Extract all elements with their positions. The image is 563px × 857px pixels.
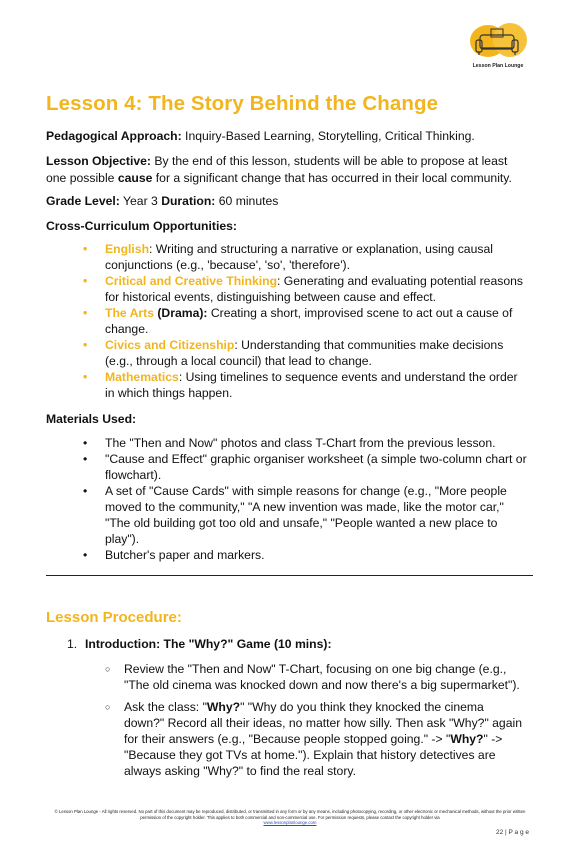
step-1-sublist <box>105 661 527 779</box>
list-item: • The Arts (Drama): Creating a short, improvised scene to act out a cause of change. <box>83 306 513 336</box>
list-item: • Civics and Citizenship: Understanding that communities make decisions (e.g., through a local council) that lead to change. <box>83 338 504 368</box>
section-divider <box>46 575 533 576</box>
website-link[interactable]: www.lessonplanlounge.com <box>263 820 317 826</box>
materials-list <box>83 435 527 563</box>
list-item: • Mathematics: Using timelines to sequence events and understand the order in which things happen. <box>83 370 518 400</box>
list-item: • "Cause and Effect" graphic organiser worksheet (a simple two-column chart or flowchart). <box>83 452 527 482</box>
lesson-plan-lounge-logo <box>466 21 530 71</box>
sofa-logo-icon <box>466 21 530 63</box>
materials-heading: Materials Used: <box>46 412 137 426</box>
procedure-step-1: 1. Introduction: The "Why?" Game (10 mins): <box>67 637 332 651</box>
lesson-objective: Lesson Objective: By the end of this lesson, students will be able to propose at least one possible cause for a significant change that has occurred in their local community. <box>46 154 512 185</box>
list-item: • Critical and Creative Thinking: Generating and evaluating potential reasons for historical events, distinguishing between cause and effect. <box>83 274 523 304</box>
procedure-heading: Lesson Procedure: <box>46 609 182 626</box>
lesson-title: Lesson 4: The Story Behind the Change <box>46 92 439 115</box>
pedagogical-approach: Pedagogical Approach: Inquiry-Based Learning, Storytelling, Critical Thinking. <box>46 129 475 143</box>
page-number: 22 | P a g e <box>495 829 529 836</box>
grade-duration: Grade Level: Year 3 Duration: 60 minutes <box>46 194 279 208</box>
list-item: • English: Writing and structuring a narrative or explanation, using causal conjunctions (e.g., 'because', 'so', 'therefore'). <box>83 242 493 272</box>
list-item: ○ Review the "Then and Now" T-Chart, focusing on one big change (e.g., "The old cinema was knocked down and now there's a big supermarket"). <box>105 662 520 692</box>
copyright-footer: © Lesson Plan Lounge - All rights reserved. No part of this document may be reproduced, distributed, or transmitted in any form or by any means, including photocopying, recording, or other electronic or mechanical methods, without the prior written permission of the copyright holder. This applies to both commercial and non-commercial use. For permission requests, please contact the copyright holder via www.lessonplanlounge.com <box>54 809 526 826</box>
list-item: • The "Then and Now" photos and class T-Chart from the previous lesson. <box>83 436 496 450</box>
list-item: • Butcher's paper and markers. <box>83 548 265 562</box>
cross-curriculum-list <box>83 241 527 401</box>
logo-text: Lesson Plan Lounge <box>472 63 524 69</box>
cross-curriculum-heading: Cross-Curriculum Opportunities: <box>46 219 237 233</box>
list-item: ○ Ask the class: "Why?" "Why do you think they knocked the cinema down?" Record all their ideas, no matter how silly. Then ask "Why?" again for their answers (e.g., "Because people stopped going." -> "Why?" -> "Because they got TVs at home."). Explain that history detectives are always asking "Why?" to find the real story. <box>105 700 522 778</box>
list-item: • A set of "Cause Cards" with simple reasons for change (e.g., "More people moved to the community," "A new invention was made, like the motor car," "The old building got too old and unsafe," "People wanted a new place to play"). <box>83 484 507 546</box>
